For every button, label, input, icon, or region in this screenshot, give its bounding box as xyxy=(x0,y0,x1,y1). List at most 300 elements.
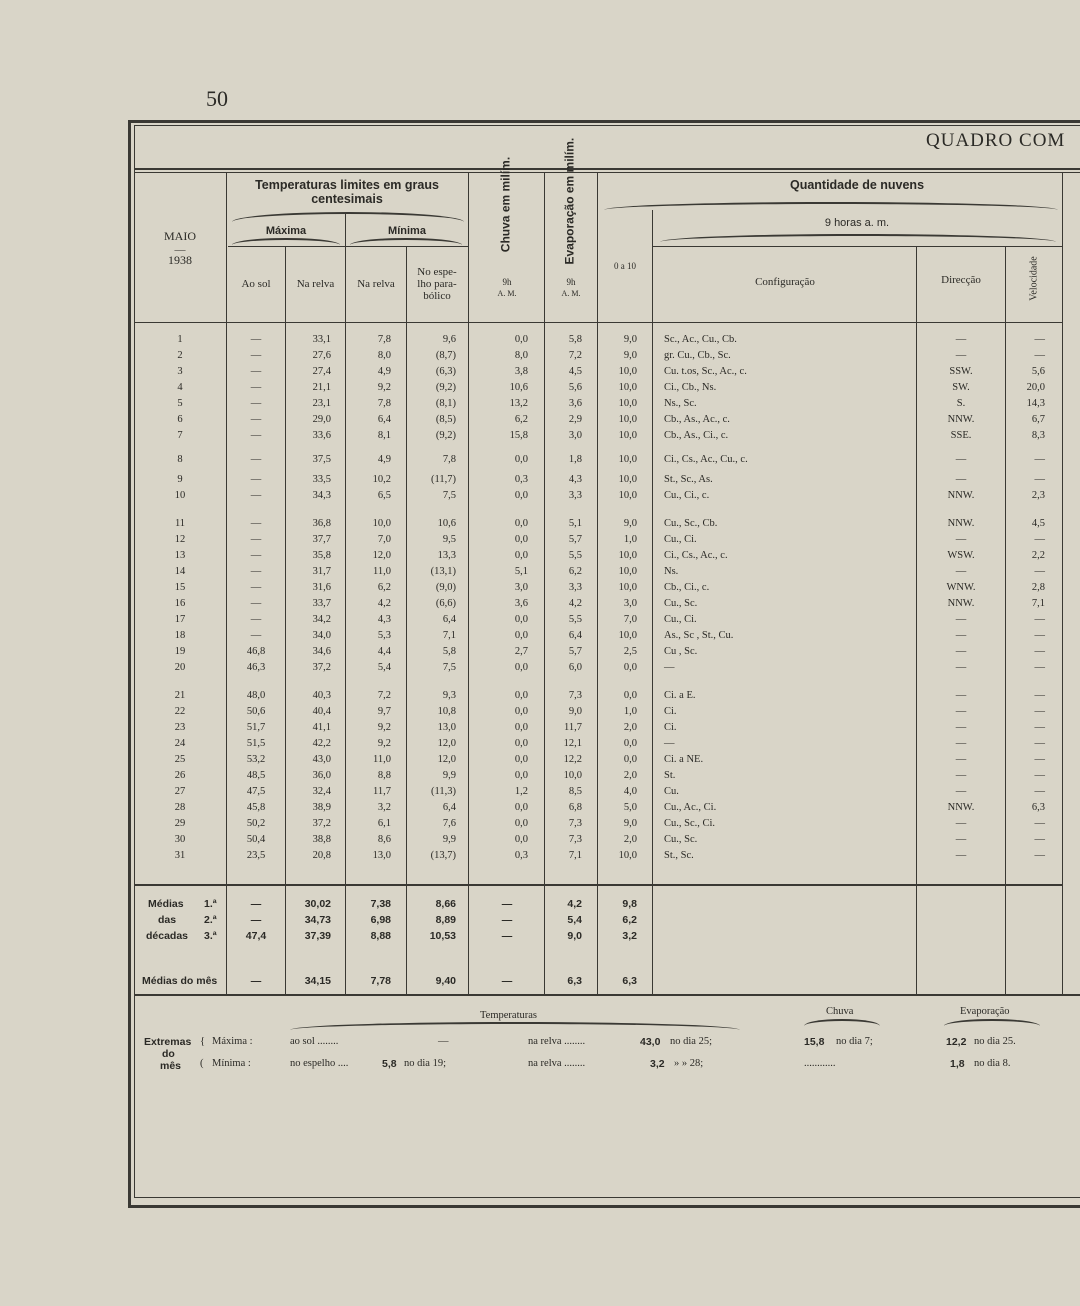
cell-sol: — xyxy=(250,534,262,545)
chuva-am: A. M. xyxy=(497,289,517,298)
cell-relva-max: 21,1 xyxy=(312,382,331,393)
cell-config: St., Sc. xyxy=(664,850,694,861)
cell-dir: — xyxy=(955,818,967,829)
media-relva-min: 6,98 xyxy=(370,914,391,926)
cell-vel: 6,7 xyxy=(1031,414,1045,425)
cell-espelho: 7,5 xyxy=(442,662,456,673)
cell-evap: 11,7 xyxy=(564,722,582,733)
cell-relva-min: 13,0 xyxy=(372,850,391,861)
media-sol: — xyxy=(250,914,262,926)
cell-vel: 6,3 xyxy=(1031,802,1045,813)
configuracao-header: Configuração xyxy=(755,276,815,288)
cell-relva-max: 32,4 xyxy=(312,786,331,797)
cell-day: 9 xyxy=(177,474,183,485)
cell-day: 17 xyxy=(174,614,186,625)
cell-day: 10 xyxy=(174,490,186,501)
max-relva-value: 43,0 xyxy=(640,1036,661,1048)
na-relva-max-header: Na relva xyxy=(296,278,335,290)
cell-relva-max: 23,1 xyxy=(312,398,331,409)
evap-min-value: 1,8 xyxy=(950,1058,965,1070)
evaporacao-label: Evaporação xyxy=(960,1006,1010,1017)
cell-chuva: 0,0 xyxy=(514,770,528,781)
cell-nuvens: 10,0 xyxy=(618,550,637,561)
cell-relva-max: 34,2 xyxy=(312,614,331,625)
cell-relva-min: 5,4 xyxy=(377,662,391,673)
cell-vel: 2,2 xyxy=(1031,550,1045,561)
cell-dir: — xyxy=(955,646,967,657)
cell-config: Cu., Ci. xyxy=(664,614,697,625)
cell-relva-max: 31,7 xyxy=(312,566,331,577)
cell-relva-max: 31,6 xyxy=(312,582,331,593)
cell-evap: 4,3 xyxy=(568,474,582,485)
cell-nuvens: 1,0 xyxy=(623,534,637,545)
cell-sol: 48,0 xyxy=(246,690,266,701)
cell-evap: 5,7 xyxy=(568,646,582,657)
cell-chuva: 0,0 xyxy=(514,490,528,501)
cell-nuvens: 2,5 xyxy=(623,646,637,657)
decadas-label: décadas xyxy=(146,930,189,942)
cell-day: 20 xyxy=(174,662,186,673)
cell-relva-max: 37,7 xyxy=(312,534,331,545)
mes-relva-max: 34,15 xyxy=(304,975,331,987)
cell-chuva: 0,0 xyxy=(514,738,528,749)
cell-config: — xyxy=(664,738,675,749)
cell-config: Ci., Cs., Ac., c. xyxy=(664,550,728,561)
cell-relva-min: 10,2 xyxy=(372,474,391,485)
cell-espelho: 9,5 xyxy=(442,534,456,545)
temperatures-header: Temperaturas limites em graus centesimais xyxy=(255,178,439,206)
cell-evap: 6,2 xyxy=(568,566,582,577)
chuva-min: ............ xyxy=(804,1058,836,1069)
cell-nuvens: 10,0 xyxy=(618,382,637,393)
cell-espelho: 13,3 xyxy=(437,550,456,561)
cell-nuvens: 3,0 xyxy=(623,598,637,609)
cell-vel: — xyxy=(1034,754,1045,765)
cell-nuvens: 2,0 xyxy=(623,834,637,845)
cell-relva-min: 6,1 xyxy=(377,818,391,829)
min-espelho-day: no dia 19; xyxy=(404,1058,446,1069)
velocidade-header: Velocidade xyxy=(1028,256,1040,301)
cell-evap: 7,1 xyxy=(568,850,582,861)
cell-config: Cb., As., Ci., c. xyxy=(664,430,729,441)
cell-relva-min: 7,2 xyxy=(377,690,391,701)
cell-evap: 10,0 xyxy=(563,770,582,781)
cell-chuva: 0,3 xyxy=(514,474,528,485)
cell-espelho: 6,4 xyxy=(442,614,456,625)
cell-vel: 4,5 xyxy=(1031,518,1045,529)
cell-sol: — xyxy=(250,334,262,345)
cell-day: 6 xyxy=(177,414,183,425)
mes-sol: — xyxy=(250,975,262,987)
cell-day: 26 xyxy=(174,770,186,781)
cell-relva-max: 42,2 xyxy=(312,738,331,749)
cell-espelho: 12,0 xyxy=(437,738,456,749)
cell-espelho: 7,1 xyxy=(442,630,456,641)
minima-label: Mínima : xyxy=(212,1058,251,1069)
cell-dir: WSW. xyxy=(947,550,975,561)
ao-sol-header: Ao sol xyxy=(241,278,271,290)
cell-vel: 8,3 xyxy=(1031,430,1045,441)
cell-chuva: 0,0 xyxy=(514,630,528,641)
cell-config: — xyxy=(664,662,675,673)
cell-relva-min: 6,5 xyxy=(377,490,391,501)
cell-espelho: 13,0 xyxy=(437,722,456,733)
cell-day: 15 xyxy=(174,582,186,593)
cell-espelho: 9,3 xyxy=(442,690,456,701)
cell-dir: S. xyxy=(956,398,966,409)
cell-chuva: 0,0 xyxy=(514,690,528,701)
decade-2: 2.ª xyxy=(204,914,217,926)
cell-chuva: 0,0 xyxy=(514,518,528,529)
cell-vel: 20,0 xyxy=(1026,382,1045,393)
cell-dir: — xyxy=(955,350,967,361)
cell-config: gr. Cu., Cb., Sc. xyxy=(664,350,731,361)
cell-day: 19 xyxy=(174,646,186,657)
cell-espelho: (6,3) xyxy=(435,366,456,377)
cell-relva-max: 36,8 xyxy=(312,518,331,529)
cell-nuvens: 9,0 xyxy=(623,334,637,345)
cell-nuvens: 0,0 xyxy=(623,690,637,701)
cell-relva-max: 37,2 xyxy=(312,818,331,829)
maxima-header: Máxima xyxy=(265,225,307,237)
cell-relva-max: 33,5 xyxy=(312,474,331,485)
cell-espelho: (11,3) xyxy=(431,786,456,797)
cell-dir: — xyxy=(955,474,967,485)
cell-relva-min: 10,0 xyxy=(372,518,391,529)
cell-evap: 4,5 xyxy=(568,366,582,377)
cell-nuvens: 2,0 xyxy=(623,770,637,781)
cell-config: Ci. xyxy=(664,722,677,733)
cell-chuva: 0,0 xyxy=(514,722,528,733)
mes-chuva: — xyxy=(501,975,513,987)
cell-nuvens: 10,0 xyxy=(618,430,637,441)
cell-nuvens: 9,0 xyxy=(623,818,637,829)
cell-config: Cu., Sc. xyxy=(664,834,698,845)
cell-dir: SSW. xyxy=(949,366,973,377)
cell-relva-min: 9,2 xyxy=(377,738,391,749)
cell-relva-min: 9,2 xyxy=(377,722,391,733)
cell-sol: 50,4 xyxy=(246,834,266,845)
cell-chuva: 15,8 xyxy=(509,430,528,441)
cell-vel: — xyxy=(1034,722,1045,733)
cell-dir: NNW. xyxy=(947,802,975,813)
cell-espelho: 10,6 xyxy=(437,518,456,529)
cell-chuva: 0,0 xyxy=(514,662,528,673)
cell-relva-min: 9,2 xyxy=(377,382,391,393)
cell-relva-max: 29,0 xyxy=(312,414,331,425)
cell-relva-min: 8,6 xyxy=(377,834,391,845)
cell-day: 29 xyxy=(174,818,186,829)
media-evap: 4,2 xyxy=(567,898,582,910)
cell-dir: — xyxy=(955,662,967,673)
cell-chuva: 3,0 xyxy=(514,582,528,593)
cell-nuvens: 10,0 xyxy=(618,566,637,577)
cell-evap: 7,3 xyxy=(568,834,582,845)
mes-evap: 6,3 xyxy=(567,975,582,987)
cell-evap: 8,5 xyxy=(568,786,582,797)
cell-evap: 6,4 xyxy=(568,630,582,641)
cell-chuva: 6,2 xyxy=(514,414,528,425)
cell-day: 16 xyxy=(174,598,186,609)
cell-relva-min: 11,0 xyxy=(373,754,391,765)
cell-vel: 5,6 xyxy=(1031,366,1045,377)
cell-config: Ci., Cb., Ns. xyxy=(664,382,717,393)
cell-nuvens: 10,0 xyxy=(618,366,637,377)
cell-vel: — xyxy=(1034,474,1045,485)
cell-nuvens: 5,0 xyxy=(623,802,637,813)
cell-relva-min: 3,2 xyxy=(377,802,391,813)
cell-config: St. xyxy=(664,770,676,781)
cell-relva-min: 11,7 xyxy=(373,786,391,797)
do-label: do xyxy=(162,1048,175,1060)
cell-relva-min: 8,8 xyxy=(377,770,391,781)
medias-label: Médias xyxy=(148,898,184,910)
cell-config: Cu., Ci. xyxy=(664,534,697,545)
cell-dir: — xyxy=(955,722,967,733)
table-title: QUADRO COM xyxy=(926,130,1066,151)
cell-dir: NNW. xyxy=(947,598,975,609)
evaporacao-header: Evaporação em milím. xyxy=(562,137,577,265)
cell-espelho: 9,9 xyxy=(442,770,456,781)
cell-espelho: 9,6 xyxy=(442,334,456,345)
cell-vel: — xyxy=(1034,630,1045,641)
cell-vel: 2,3 xyxy=(1031,490,1045,501)
cell-relva-max: 38,8 xyxy=(312,834,331,845)
cell-sol: 46,8 xyxy=(246,646,266,657)
cell-config: Ns., Sc. xyxy=(664,398,697,409)
max-relva-label: na relva ........ xyxy=(528,1036,586,1047)
media-evap: 5,4 xyxy=(567,914,582,926)
cell-sol: — xyxy=(250,398,262,409)
media-relva-max: 37,39 xyxy=(304,930,331,942)
evap-max-day: no dia 25. xyxy=(974,1036,1016,1047)
cell-nuvens: 10,0 xyxy=(618,630,637,641)
cell-vel: 2,8 xyxy=(1031,582,1045,593)
cell-day: 14 xyxy=(174,566,186,577)
media-espelho: 8,66 xyxy=(435,898,456,910)
cell-config: Cb., As., Ac., c. xyxy=(664,414,730,425)
cell-dir: SW. xyxy=(952,382,970,393)
cell-espelho: (13,1) xyxy=(430,566,456,577)
cell-chuva: 0,0 xyxy=(514,334,528,345)
cell-espelho: (9,0) xyxy=(435,582,456,593)
cell-relva-min: 8,0 xyxy=(377,350,391,361)
cell-dir: — xyxy=(955,786,967,797)
cell-relva-max: 36,0 xyxy=(312,770,331,781)
cell-evap: 4,2 xyxy=(568,598,582,609)
media-relva-min: 8,88 xyxy=(370,930,391,942)
cell-relva-max: 37,5 xyxy=(312,454,331,465)
cell-espelho: (13,7) xyxy=(430,850,456,861)
cell-nuvens: 0,0 xyxy=(623,738,637,749)
cell-day: 7 xyxy=(177,430,183,441)
cell-chuva: 0,0 xyxy=(514,534,528,545)
cell-evap: 5,6 xyxy=(568,382,582,393)
media-espelho: 8,89 xyxy=(435,914,456,926)
cell-sol: — xyxy=(250,630,262,641)
cell-dir: — xyxy=(955,706,967,717)
cell-dir: — xyxy=(955,566,967,577)
max-sol-label: ao sol ........ xyxy=(290,1036,339,1047)
cell-nuvens: 10,0 xyxy=(618,850,637,861)
media-sol: — xyxy=(250,898,262,910)
cell-relva-min: 4,3 xyxy=(377,614,391,625)
cell-espelho: (9,2) xyxy=(435,382,456,393)
cell-vel: — xyxy=(1034,646,1045,657)
cell-vel: — xyxy=(1034,534,1045,545)
cell-day: 21 xyxy=(174,690,186,701)
cell-config: Cu., Ci., c. xyxy=(664,490,710,501)
min-relva-day: » » 28; xyxy=(674,1058,704,1069)
cell-vel: — xyxy=(1034,818,1045,829)
cell-vel: — xyxy=(1034,454,1045,465)
cell-vel: 14,3 xyxy=(1026,398,1045,409)
cell-vel: — xyxy=(1034,850,1045,861)
cell-evap: 3,0 xyxy=(568,430,582,441)
cell-nuvens: 10,0 xyxy=(618,398,637,409)
cell-chuva: 0,0 xyxy=(514,802,528,813)
media-espelho: 10,53 xyxy=(429,930,456,942)
chuva-max-day: no dia 7; xyxy=(836,1036,873,1047)
cell-relva-max: 38,9 xyxy=(312,802,331,813)
cell-config: As., Sc , St., Cu. xyxy=(664,630,734,641)
cell-relva-min: 4,4 xyxy=(377,646,391,657)
cell-sol: 45,8 xyxy=(246,802,266,813)
cell-evap: 3,3 xyxy=(568,490,582,501)
min-relva-value: 3,2 xyxy=(650,1058,665,1070)
espelho-header: No espe- lho para- bólico xyxy=(417,266,457,302)
cell-sol: — xyxy=(250,550,262,561)
cell-day: 18 xyxy=(174,630,186,641)
media-sol: 47,4 xyxy=(245,930,267,942)
cell-evap: 7,3 xyxy=(568,690,582,701)
cell-vel: — xyxy=(1034,566,1045,577)
cell-dir: — xyxy=(955,850,967,861)
cell-dir: — xyxy=(955,770,967,781)
chuva-max-value: 15,8 xyxy=(804,1036,825,1048)
cell-nuvens: 10,0 xyxy=(618,414,637,425)
cell-chuva: 0,0 xyxy=(514,754,528,765)
scale-header: 0 a 10 xyxy=(614,261,636,271)
cell-config: Ci., Cs., Ac., Cu., c. xyxy=(664,454,748,465)
cell-vel: 7,1 xyxy=(1031,598,1045,609)
cell-evap: 5,7 xyxy=(568,534,582,545)
cell-dir: NNW. xyxy=(947,414,975,425)
cell-dir: — xyxy=(955,334,967,345)
cell-relva-min: 4,2 xyxy=(377,598,391,609)
cell-config: Cu., Sc., Cb. xyxy=(664,518,718,529)
cell-relva-max: 34,6 xyxy=(312,646,331,657)
cell-chuva: 0,0 xyxy=(514,614,528,625)
min-espelho-label: no espelho .... xyxy=(290,1058,349,1069)
cell-relva-max: 34,3 xyxy=(312,490,331,501)
decade-3: 3.ª xyxy=(204,930,217,942)
cell-sol: — xyxy=(250,566,262,577)
cell-day: 11 xyxy=(174,518,186,529)
cell-espelho: 7,6 xyxy=(442,818,456,829)
cell-relva-max: 33,1 xyxy=(312,334,331,345)
cell-dir: SSE. xyxy=(950,430,972,441)
cell-vel: — xyxy=(1034,834,1045,845)
cell-vel: — xyxy=(1034,334,1045,345)
na-relva-min-header: Na relva xyxy=(357,278,395,290)
mes-nuvens: 6,3 xyxy=(622,975,637,987)
cell-sol: — xyxy=(250,518,262,529)
minima-header: Mínima xyxy=(388,225,426,237)
extremas-label: Extremas xyxy=(144,1036,192,1048)
cell-day: 12 xyxy=(174,534,186,545)
cell-vel: — xyxy=(1034,770,1045,781)
cell-chuva: 0,0 xyxy=(514,706,528,717)
cell-sol: 50,6 xyxy=(246,706,266,717)
cell-vel: — xyxy=(1034,350,1045,361)
mes-espelho: 9,40 xyxy=(435,975,456,987)
cell-relva-max: 34,0 xyxy=(312,630,331,641)
cell-espelho: (9,2) xyxy=(435,430,456,441)
cell-config: Cu., Sc. xyxy=(664,598,698,609)
cell-sol: 47,5 xyxy=(246,786,266,797)
cell-evap: 7,3 xyxy=(568,818,582,829)
cell-dir: — xyxy=(955,630,967,641)
media-relva-max: 30,02 xyxy=(304,898,331,910)
chuva-hour: 9h xyxy=(502,277,512,287)
cell-chuva: 3,8 xyxy=(514,366,528,377)
cell-vel: — xyxy=(1034,690,1045,701)
min-relva-label: na relva ........ xyxy=(528,1058,586,1069)
cell-evap: 6,8 xyxy=(568,802,582,813)
cell-relva-min: 6,4 xyxy=(377,414,391,425)
chuva-header: Chuva em milím. xyxy=(498,156,513,253)
cell-relva-max: 33,7 xyxy=(312,598,331,609)
cell-chuva: 13,2 xyxy=(509,398,528,409)
year-header: 1938 xyxy=(168,253,192,267)
cell-relva-min: 4,9 xyxy=(377,454,391,465)
cell-nuvens: 10,0 xyxy=(618,490,637,501)
media-nuvens: 3,2 xyxy=(622,930,637,942)
cell-config: Cu. xyxy=(664,786,679,797)
cell-nuvens: 9,0 xyxy=(623,518,637,529)
cell-relva-min: 11,0 xyxy=(373,566,391,577)
cell-dir: — xyxy=(955,754,967,765)
cell-espelho: 6,4 xyxy=(442,802,456,813)
media-nuvens: 9,8 xyxy=(622,898,637,910)
media-nuvens: 6,2 xyxy=(622,914,637,926)
cell-relva-min: 8,1 xyxy=(377,430,391,441)
cell-dir: — xyxy=(955,834,967,845)
cell-chuva: 10,6 xyxy=(509,382,528,393)
mes-relva-min: 7,78 xyxy=(370,975,391,987)
clouds-header: Quantidade de nuvens xyxy=(789,178,925,192)
cell-dir: — xyxy=(955,614,967,625)
cell-chuva: 2,7 xyxy=(514,646,528,657)
evap-hour: 9h xyxy=(566,277,576,287)
cell-relva-max: 43,0 xyxy=(312,754,331,765)
cell-config: Cu. t.os, Sc., Ac., c. xyxy=(664,366,747,377)
cell-evap: 9,0 xyxy=(568,706,582,717)
cell-relva-max: 20,8 xyxy=(312,850,331,861)
cell-config: St., Sc., As. xyxy=(664,474,713,485)
cell-dir: — xyxy=(955,454,967,465)
cell-day: 31 xyxy=(174,850,186,861)
cell-sol: — xyxy=(250,430,262,441)
cell-day: 3 xyxy=(177,366,183,377)
cell-espelho: (8,7) xyxy=(435,350,456,361)
cell-relva-max: 33,6 xyxy=(312,430,331,441)
cell-relva-min: 12,0 xyxy=(372,550,391,561)
cell-config: Ci. a E. xyxy=(664,690,696,701)
cell-nuvens: 10,0 xyxy=(618,454,637,465)
cell-relva-max: 40,4 xyxy=(312,706,331,717)
